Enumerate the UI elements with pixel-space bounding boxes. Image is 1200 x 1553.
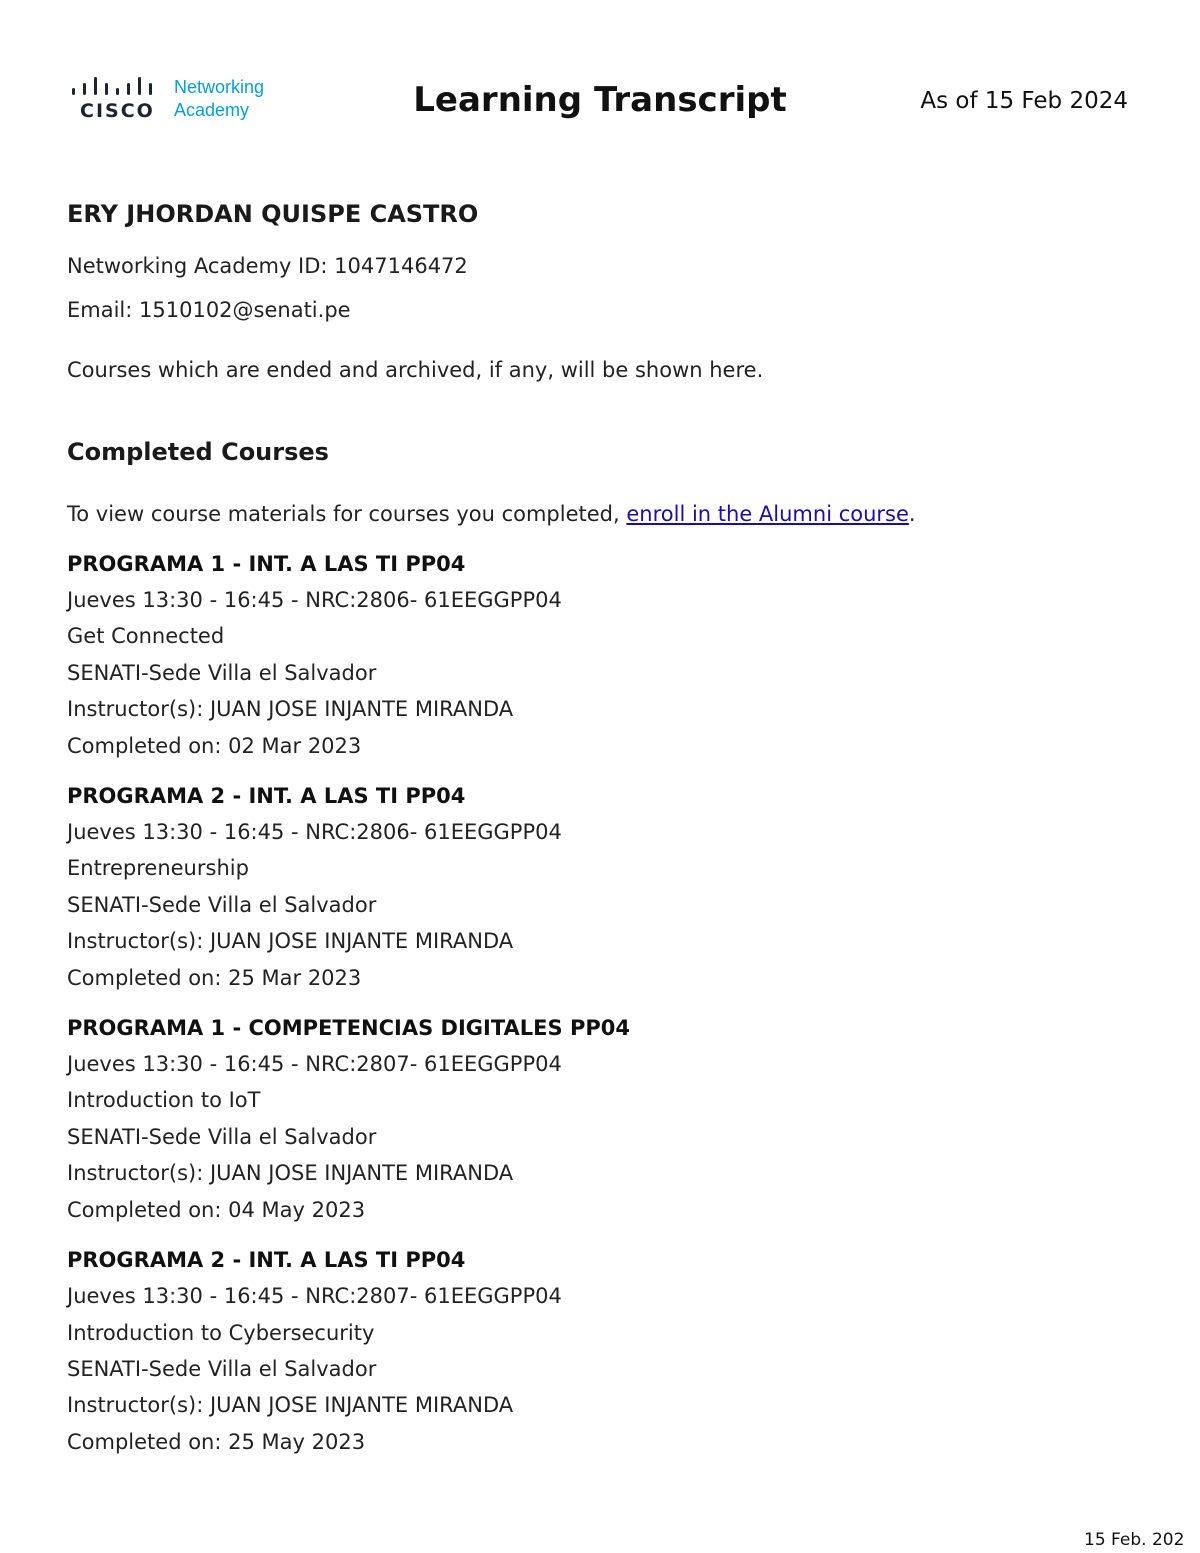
course-location: SENATI-Sede Villa el Salvador bbox=[67, 660, 377, 685]
transcript-body bbox=[67, 196, 1147, 1474]
course-completed-on: Completed on: 02 Mar 2023 bbox=[67, 733, 362, 758]
course-entry bbox=[67, 778, 1147, 996]
page-header bbox=[0, 0, 1200, 160]
course-location: SENATI-Sede Villa el Salvador bbox=[67, 1124, 377, 1149]
course-title: PROGRAMA 2 - INT. A LAS TI PP04 bbox=[67, 1248, 466, 1273]
course-instructors: Instructor(s): JUAN JOSE INJANTE MIRANDA bbox=[67, 1393, 514, 1418]
course-name: Introduction to Cybersecurity bbox=[67, 1320, 375, 1345]
alumni-note-prefix: To view course materials for courses you completed, bbox=[67, 502, 627, 526]
completed-courses-list bbox=[67, 546, 1147, 1460]
academy-id: Networking Academy ID: 1047146472 bbox=[67, 254, 468, 278]
student-email: Email: 1510102@senati.pe bbox=[67, 298, 351, 322]
document-title: Learning Transcript bbox=[413, 80, 787, 120]
student-name: ERY JHORDAN QUISPE CASTRO bbox=[67, 200, 479, 228]
course-completed-on: Completed on: 25 Mar 2023 bbox=[67, 965, 362, 990]
alumni-note bbox=[67, 496, 1147, 532]
completed-courses-heading: Completed Courses bbox=[67, 438, 329, 466]
course-name: Introduction to IoT bbox=[67, 1088, 261, 1113]
course-entry bbox=[67, 1010, 1147, 1228]
course-title: PROGRAMA 2 - INT. A LAS TI PP04 bbox=[67, 784, 466, 809]
course-instructors: Instructor(s): JUAN JOSE INJANTE MIRANDA bbox=[67, 1161, 514, 1186]
footer-date: 15 Feb. 202 bbox=[1084, 1530, 1185, 1550]
course-schedule: Jueves 13:30 - 16:45 - NRC:2806- 61EEGGPP04 bbox=[67, 588, 562, 612]
alumni-course-link[interactable]: enroll in the Alumni course bbox=[626, 502, 909, 526]
alumni-note-suffix: . bbox=[908, 502, 916, 526]
course-schedule: Jueves 13:30 - 16:45 - NRC:2806- 61EEGGPP04 bbox=[67, 820, 562, 845]
logo-line-academy: Academy bbox=[174, 100, 250, 120]
course-completed-on: Completed on: 25 May 2023 bbox=[67, 1429, 366, 1454]
course-entry bbox=[67, 1242, 1147, 1460]
archived-courses-note: Courses which are ended and archived, if any, will be shown here. bbox=[67, 358, 764, 382]
as-of-date: As of 15 Feb 2024 bbox=[920, 88, 1128, 114]
course-name: Entrepreneurship bbox=[67, 856, 249, 881]
course-completed-on: Completed on: 04 May 2023 bbox=[67, 1197, 366, 1222]
course-instructors: Instructor(s): JUAN JOSE INJANTE MIRANDA bbox=[67, 929, 514, 954]
course-location: SENATI-Sede Villa el Salvador bbox=[67, 1356, 377, 1381]
course-title: PROGRAMA 1 - COMPETENCIAS DIGITALES PP04 bbox=[67, 1016, 630, 1041]
course-instructors: Instructor(s): JUAN JOSE INJANTE MIRANDA bbox=[67, 697, 514, 722]
course-schedule: Jueves 13:30 - 16:45 - NRC:2807- 61EEGGPP04 bbox=[67, 1284, 562, 1309]
course-title: PROGRAMA 1 - INT. A LAS TI PP04 bbox=[67, 552, 466, 576]
course-name: Get Connected bbox=[67, 624, 225, 649]
logo-line-networking: Networking bbox=[174, 77, 265, 97]
logo-brand-text: CISCO bbox=[80, 100, 155, 122]
course-schedule: Jueves 13:30 - 16:45 - NRC:2807- 61EEGGPP04 bbox=[67, 1052, 562, 1077]
course-location: SENATI-Sede Villa el Salvador bbox=[67, 892, 377, 917]
course-entry bbox=[67, 546, 1147, 764]
